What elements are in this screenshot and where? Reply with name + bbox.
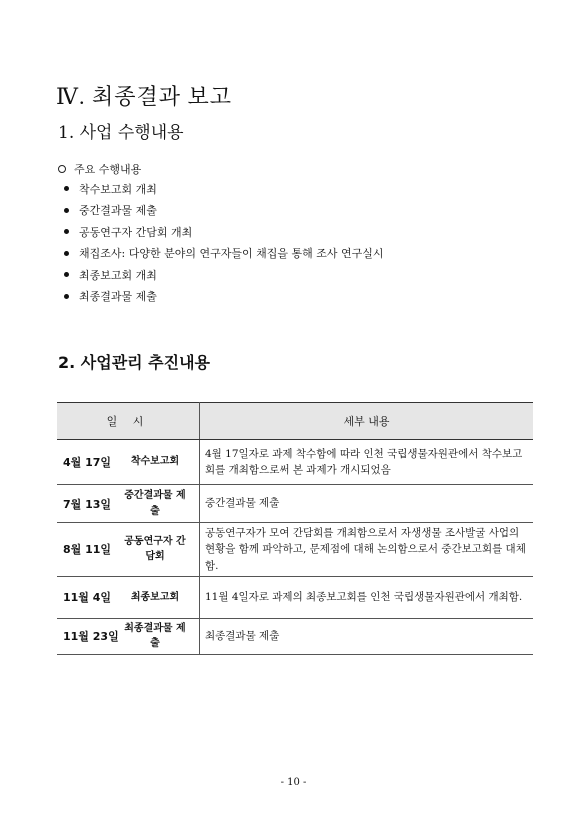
row-date: 11월 23일 bbox=[63, 630, 119, 644]
bullet-icon bbox=[64, 272, 69, 277]
row-event: 중간결과물 제출 bbox=[124, 490, 186, 517]
chapter-title: Ⅳ. 최종결과 보고 bbox=[56, 84, 232, 109]
row-event: 최종결과물 제출 bbox=[124, 622, 186, 650]
table-row bbox=[57, 485, 533, 523]
subheading-label: 주요 수행내용 bbox=[74, 163, 142, 176]
activity-list bbox=[64, 178, 383, 307]
section-1-title: 1. 사업 수행내용 bbox=[58, 123, 184, 143]
section-2-title: 2. 사업관리 추진내용 bbox=[58, 353, 210, 372]
bullet-icon bbox=[64, 208, 69, 213]
date-cell bbox=[57, 440, 200, 485]
detail-cell: 최종결과물 제출 bbox=[200, 618, 534, 654]
date-cell bbox=[57, 523, 200, 577]
table-row bbox=[57, 576, 533, 618]
bullet-icon bbox=[64, 186, 69, 191]
list-item-text: 최종보고회 개최 bbox=[79, 268, 157, 282]
table-row bbox=[57, 618, 533, 654]
row-event: 최종보고회 bbox=[130, 591, 180, 603]
list-item-text: 공동연구자 간담회 개최 bbox=[79, 225, 193, 239]
row-date: 4월 17일 bbox=[63, 456, 112, 469]
bullet-icon bbox=[64, 251, 69, 256]
detail-cell: 공동연구자가 모여 간담회를 개최함으로서 자생생물 조사발굴 사업의 현황을 함께 파악하고, 문제점에 대해 논의함으로서 중간보고회를 대체함. bbox=[200, 523, 534, 577]
list-item bbox=[64, 286, 383, 308]
detail-cell: 4월 17일자로 과제 착수함에 따라 인천 국립생물자원관에서 착수보고회를 개최함으로써 본 과제가 개시되었음 bbox=[200, 440, 534, 485]
table-header-row bbox=[57, 403, 533, 440]
detail-cell: 중간결과물 제출 bbox=[200, 485, 534, 523]
list-item bbox=[64, 200, 383, 222]
page-number: - 10 - bbox=[280, 777, 307, 788]
row-date: 8월 11일 bbox=[63, 543, 112, 557]
header-detail: 세부 내용 bbox=[200, 403, 534, 440]
date-cell bbox=[57, 485, 200, 523]
circle-bullet-icon bbox=[58, 165, 66, 173]
row-event: 착수보고회 bbox=[130, 456, 180, 468]
bullet-icon bbox=[64, 229, 69, 234]
list-item-text: 착수보고회 개최 bbox=[79, 182, 157, 196]
row-event: 공동연구자 간담회 bbox=[124, 535, 186, 563]
detail-cell: 11월 4일자로 과제의 최종보고회를 인천 국립생물자원관에서 개최함. bbox=[200, 576, 534, 618]
list-item bbox=[64, 221, 383, 243]
subheading bbox=[58, 161, 141, 177]
list-item-text: 최종결과물 제출 bbox=[79, 290, 157, 304]
list-item bbox=[64, 178, 383, 200]
row-date: 7월 13일 bbox=[63, 497, 112, 511]
bullet-icon bbox=[64, 294, 69, 299]
schedule-table bbox=[57, 402, 533, 655]
table-row bbox=[57, 440, 533, 485]
date-cell bbox=[57, 618, 200, 654]
list-item bbox=[64, 264, 383, 286]
header-date: 일 시 bbox=[57, 403, 200, 440]
row-date: 11월 4일 bbox=[63, 591, 112, 605]
table-row bbox=[57, 523, 533, 577]
list-item-text: 중간결과물 제출 bbox=[79, 204, 157, 218]
list-item bbox=[64, 243, 383, 265]
list-item-text: 채집조사: 다양한 분야의 연구자들이 채집을 통해 조사 연구실시 bbox=[79, 247, 384, 261]
date-cell bbox=[57, 576, 200, 618]
